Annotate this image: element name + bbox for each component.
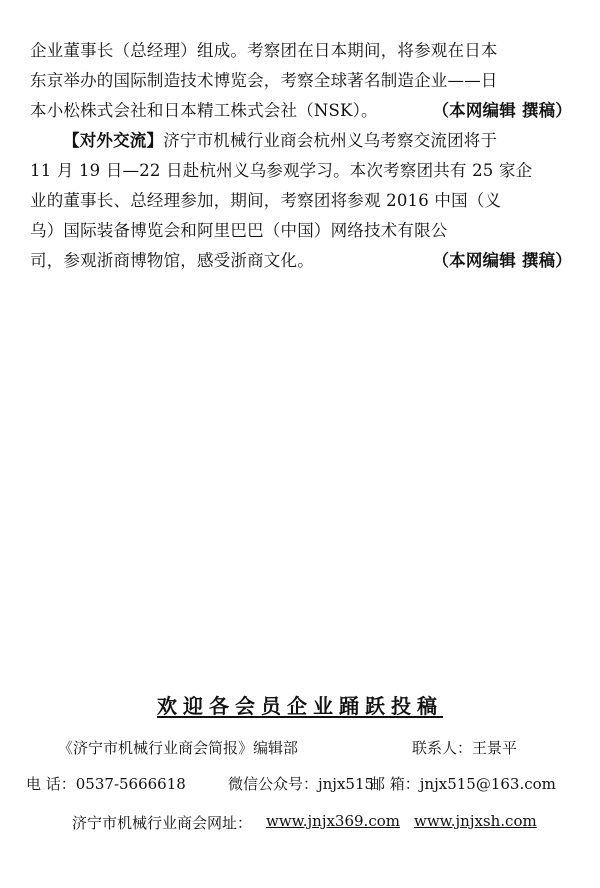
article-2-line-1: 济宁市机械行业商会杭州义乌考察交流团将于 (163, 131, 498, 150)
article-2-tag: 【对外交流】 (63, 131, 164, 150)
website-link-1[interactable]: www.jnjx369.com (266, 812, 400, 830)
article-2-credit: （本网编辑 撰稿） (432, 251, 572, 270)
article-1-line-1: 企业董事长（总经理）组成。考察团在日本期间，将参观在日本 (30, 41, 498, 60)
article-1-line-2: 东京举办的国际制造技术博览会，考察全球著名制造企业——日 (30, 71, 498, 90)
article-2-paragraph (30, 126, 572, 276)
wechat-account: 微信公众号：jnjx515 (228, 775, 375, 793)
article-2-line-3: 业的董事长、总经理参加，期间，考察团将参观 2016 中国（义 (30, 191, 502, 210)
article-2-line-2: 11 月 19 日—22 日赴杭州义乌参观学习。本次考察团共有 25 家企 (30, 161, 533, 180)
article-2-line-5: 司，参观浙商博物馆，感受浙商文化。 (30, 251, 314, 270)
footer-title: 欢迎各会员企业踊跃投稿 (157, 694, 443, 718)
phone-number: 电 话：0537-5666618 (26, 775, 186, 793)
article-1-line-3: 本小松株式会社和日本精工株式会社（NSK）。 (30, 101, 378, 120)
article-1-credit: （本网编辑 撰稿） (432, 101, 572, 120)
article-1-paragraph (30, 36, 572, 126)
email-address: 邮 箱：jnjx515@163.com (370, 775, 556, 793)
editorial-office: 《济宁市机械行业商会简报》编辑部 (58, 739, 299, 757)
article-body (30, 36, 572, 276)
footer (0, 690, 600, 719)
contact-person: 联系人：王景平 (412, 739, 518, 757)
website-link-2[interactable]: www.jnjxsh.com (414, 812, 537, 830)
website-label: 济宁市机械行业商会网址： (72, 814, 253, 832)
article-2-line-4: 乌）国际装备博览会和阿里巴巴（中国）网络技术有限公 (30, 221, 448, 240)
